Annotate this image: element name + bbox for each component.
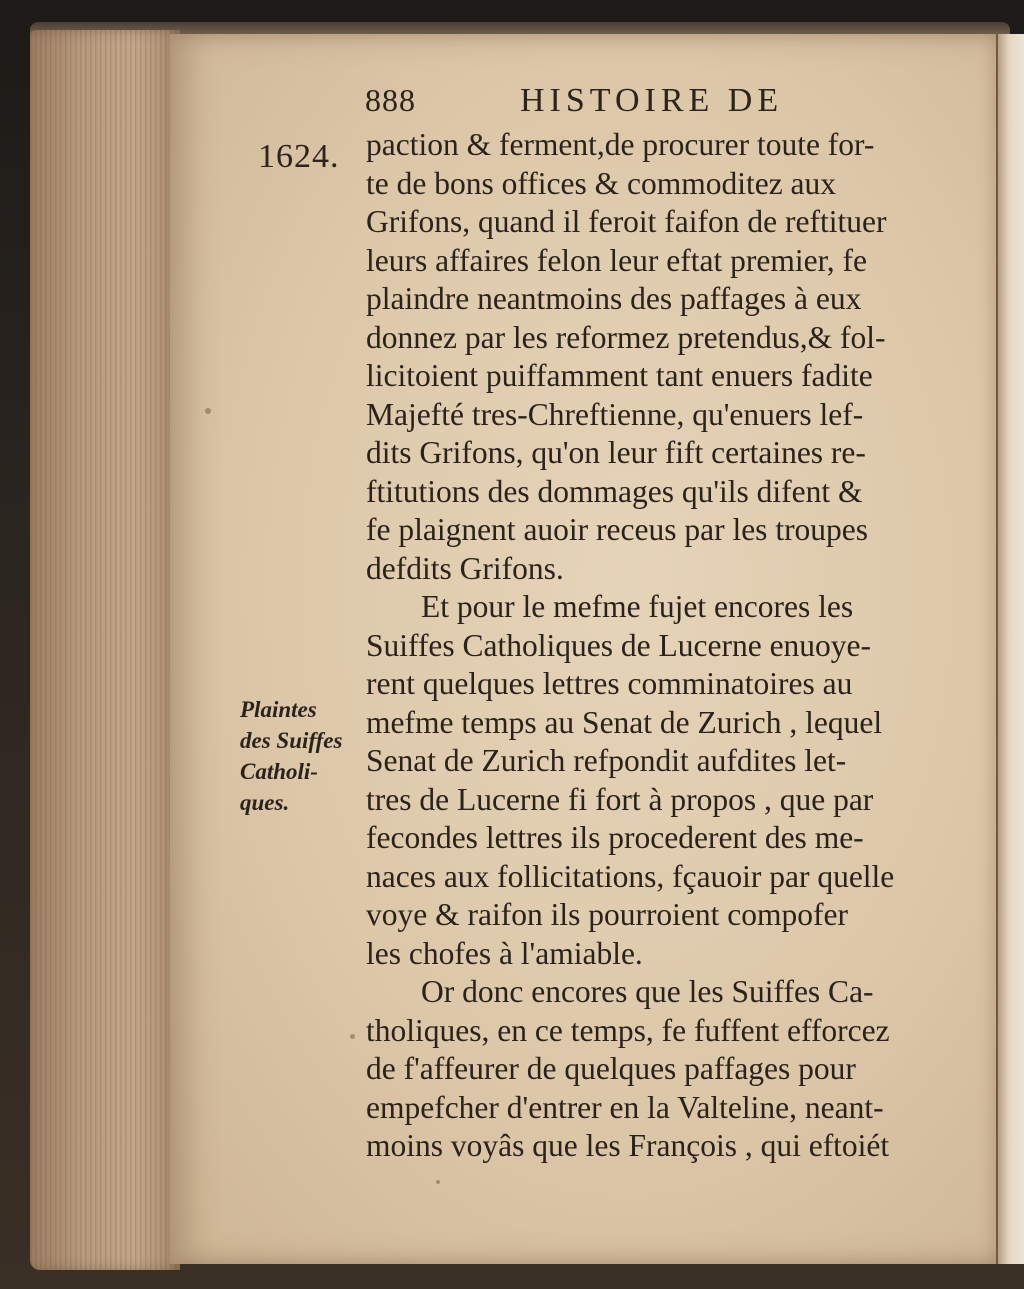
margin-year: 1624. — [258, 138, 340, 175]
text-line: Suiffes Catholiques de Lucerne enuoye- — [366, 627, 872, 663]
text-line: paction & ferment,de procurer toute for- — [366, 127, 875, 162]
body-text — [366, 126, 966, 1166]
text-line: fe plaignent auoir receus par les troupes — [366, 512, 869, 547]
margin-note-line: ques. — [240, 790, 290, 815]
facing-page-edge — [996, 34, 1024, 1264]
text-line: defdits Grifons. — [366, 550, 564, 586]
text-line: Et pour le mefme fujet encores les — [421, 589, 854, 624]
text-line: naces aux follicitations, fçauoir par quelle — [366, 858, 895, 894]
margin-note — [240, 694, 365, 818]
page-number: 888 — [365, 82, 416, 118]
margin-note-line: des Suiffes — [240, 728, 343, 753]
text-line: rent quelques lettres comminatoires au — [366, 666, 853, 701]
text-line: leurs affaires felon leur eftat premier, fe — [366, 242, 868, 278]
text-line: donnez par les reformez pretendus,& fol- — [366, 319, 886, 355]
book-fore-edge — [30, 30, 180, 1270]
text-line: dits Grifons, qu'on leur fift certaines re- — [366, 435, 866, 470]
text-line: Majefté tres-Chreftienne, qu'enuers lef- — [366, 396, 864, 432]
paper-spot — [436, 1180, 440, 1184]
margin-note-line: Catholi- — [240, 759, 318, 784]
text-line: les chofes à l'amiable. — [366, 935, 643, 971]
margin-note-line: Plaintes — [240, 697, 317, 722]
text-line: empefcher d'entrer en la Valteline, neant- — [366, 1089, 884, 1125]
text-line: moins voyâs que les François , qui eftoiét — [366, 1128, 890, 1163]
text-line: plaindre neantmoins des paffages à eux — [366, 281, 862, 316]
running-head: HISTOIRE DE — [520, 82, 784, 119]
text-line: te de bons offices & commoditez aux — [366, 165, 837, 201]
text-line: tres de Lucerne fi fort à propos , que par — [366, 781, 874, 817]
text-line: fecondes lettres ils procederent des me- — [366, 820, 864, 855]
paper-spot — [205, 408, 211, 414]
paper-spot — [350, 1034, 355, 1039]
text-line: de f'affeurer de quelques paffages pour — [366, 1051, 856, 1086]
text-line: Or donc encores que les Suiffes Ca- — [421, 974, 874, 1009]
page-header — [365, 82, 885, 126]
text-line: Senat de Zurich refpondit aufdites let- — [366, 743, 847, 778]
text-line: mefme temps au Senat de Zurich , lequel — [366, 704, 883, 740]
text-line: voye & raifon ils pourroient compofer — [366, 897, 848, 932]
text-line: Grifons, quand il feroit faifon de reftituer — [366, 204, 887, 239]
text-line: tholiques, en ce temps, fe fuffent efforcez — [366, 1012, 890, 1048]
text-line: ftitutions des dommages qu'ils difent & — [366, 473, 863, 509]
text-line: licitoient puiffamment tant enuers fadite — [366, 358, 873, 393]
